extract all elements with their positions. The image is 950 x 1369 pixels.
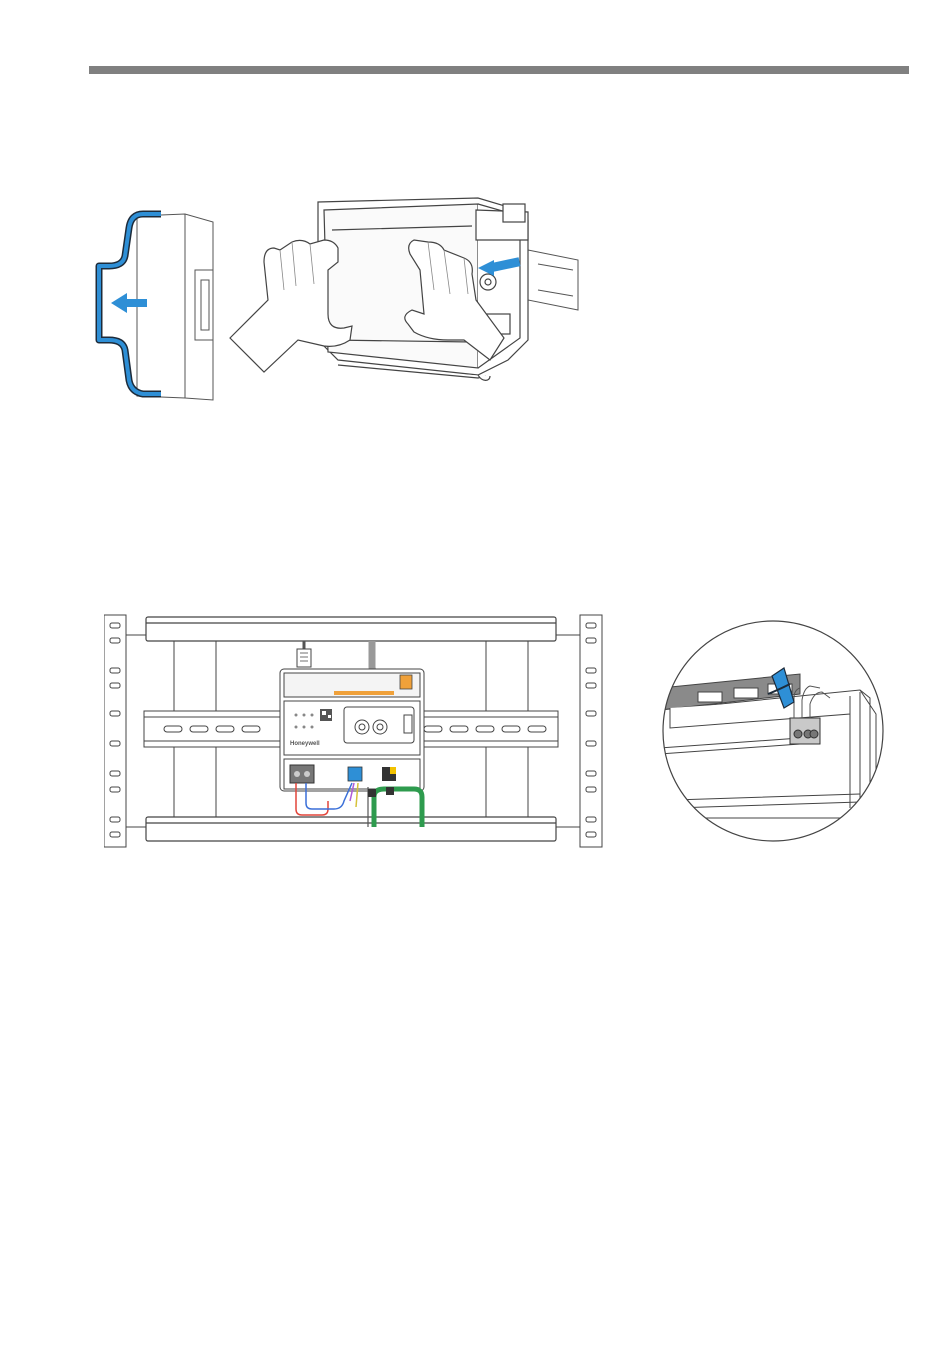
cable-tie-detail-figure bbox=[660, 618, 890, 848]
header-rule bbox=[89, 66, 909, 74]
hands-mounting-device-figure bbox=[228, 190, 588, 400]
cabinet-wiring-figure bbox=[104, 611, 604, 851]
device-brand-label: Honeywell bbox=[290, 741, 320, 747]
din-rail-side-view-figure bbox=[85, 200, 225, 410]
